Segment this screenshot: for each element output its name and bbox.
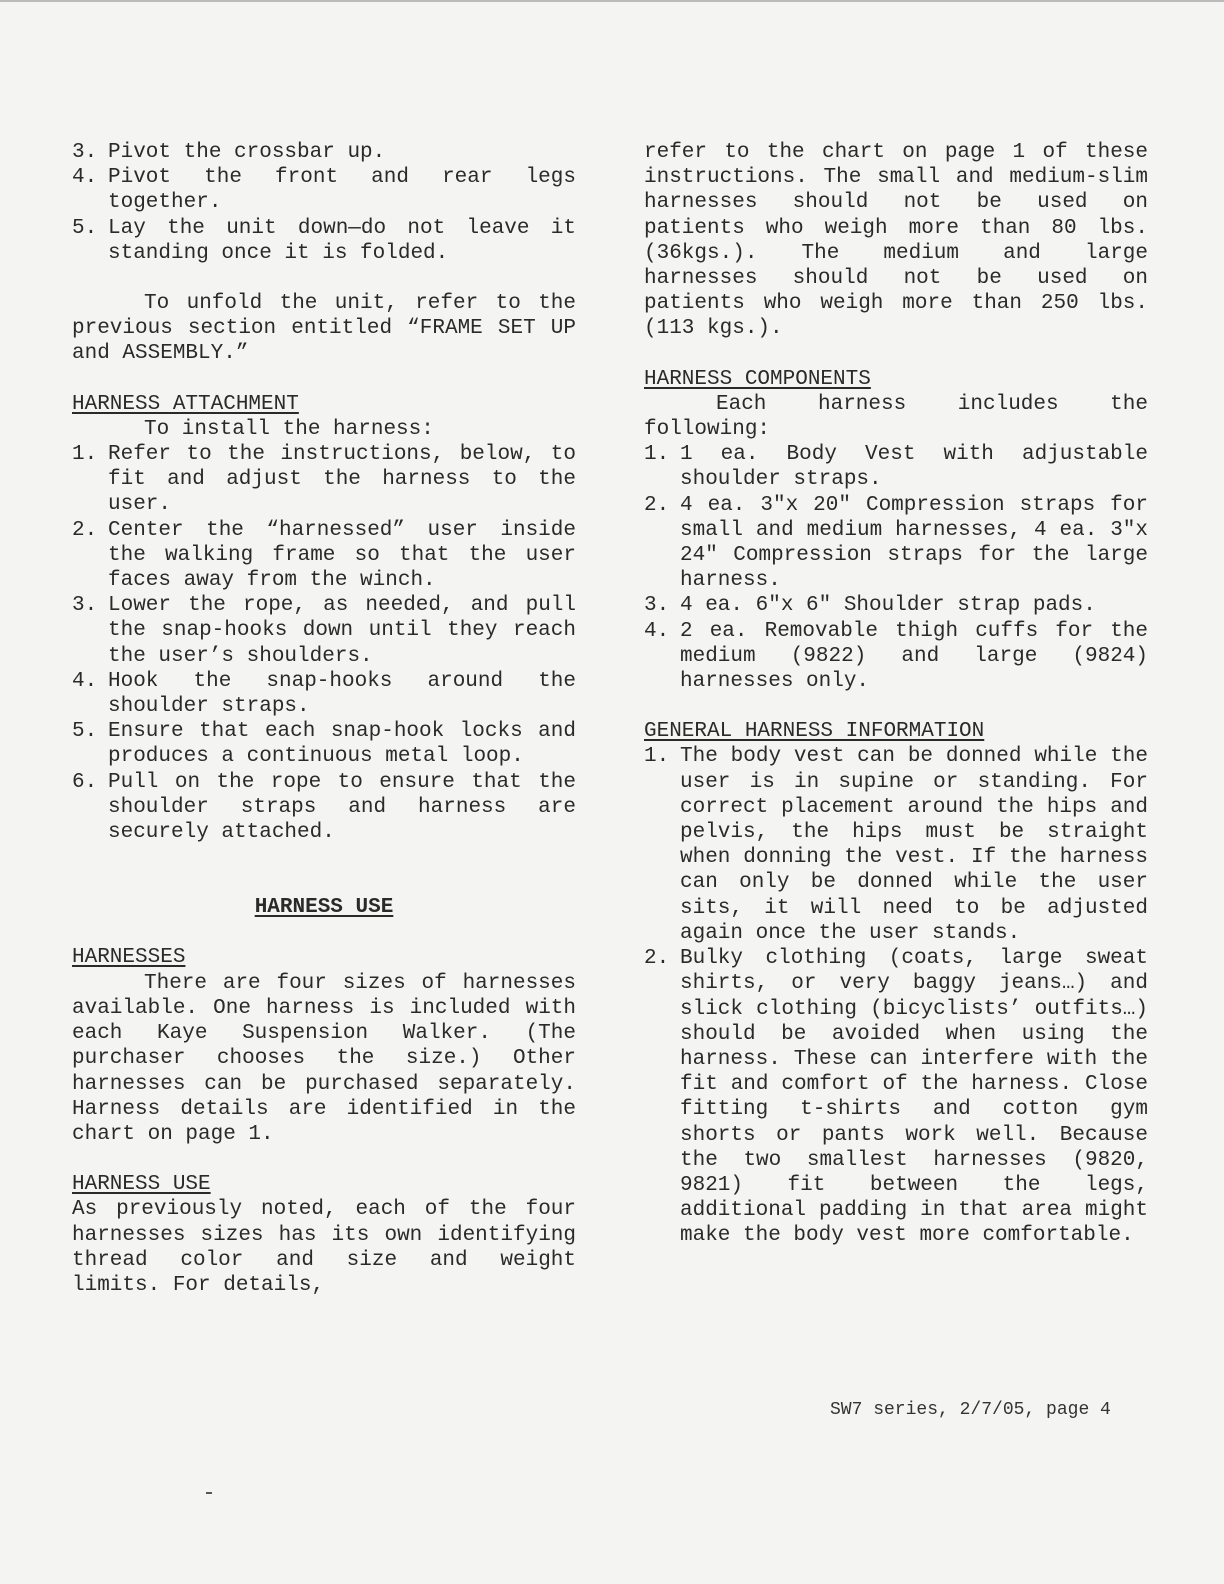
item-number: 4. [72,669,98,693]
page-top-edge [0,0,1224,2]
list-item [644,744,1148,946]
use-heading: HARNESS USE [72,1173,211,1197]
list-item [72,669,576,719]
item-text: Center the “harnessed” user inside the walking frame so that the user faces away from the winch. [108,518,576,593]
item-number: 2. [644,947,670,971]
list-item [72,442,576,518]
list-item [72,518,576,594]
item-number: 1. [644,443,670,467]
item-number: 3. [72,594,98,618]
item-text: The body vest can be donned while the user is in supine or standing. For correct placement around the hips and pelvis, the hips must be straight when donning the vest. If the harness can only be donned while the user sits, it will need to be adjusted again once the user stands. [680,745,1148,945]
item-number: 4. [72,166,98,190]
attachment-steps-list [72,442,576,845]
item-text: Ensure that each snap-hook locks and produces a continuous metal loop. [108,720,576,769]
item-text: Pull on the rope to ensure that the shoulder straps and harness are securely attached. [108,770,576,845]
list-item [72,216,576,266]
list-item [644,946,1148,1248]
components-intro: Each harness includes the following: [644,392,1148,442]
item-text: Pivot the crossbar up. [108,141,386,164]
list-item [644,619,1148,695]
page-footer: SW7 series, 2/7/05, page 4 [830,1400,1111,1420]
list-item [72,140,576,165]
section-heading-harness-use: HARNESS USE [254,896,394,920]
attachment-intro: To install the harness: [144,417,434,441]
components-heading: HARNESS COMPONENTS [644,367,871,391]
item-number: 2. [72,518,98,542]
harnesses-heading: HARNESSES [72,946,186,970]
item-text: Bulky clothing (coats, large sweat shirts, or very baggy jeans…) and slick clothing (bicyclists’ outfits…) should be avoided when using the harness. These can interfere with the fit and comfort of the harness. Close fitting t-shirts and cotton gym shorts or pants work well. Because the two smallest harnesses (9820, 9821) fit between the legs, additional padding in that area might make the body vest more comfortable. [680,947,1148,1248]
item-text: 1 ea. Body Vest with adjustable shoulder straps. [680,443,1148,492]
item-number: 4. [644,619,670,643]
components-list [644,442,1148,694]
fold-steps-list [72,140,576,266]
use-paragraph-continued: refer to the chart on page 1 of these instructions. The small and medium-slim harnesses should not be used on patients who weigh more than 80 lbs. (36kgs.). The medium and large harnesses should not be used on patients who weigh more than 250 lbs. (113 kgs.). [644,141,1148,341]
unfold-paragraph: To unfold the unit, refer to the previous section entitled “FRAME SET UP and ASSEMBLY.” [72,292,576,366]
item-number: 6. [72,770,98,794]
item-number: 3. [72,141,98,164]
item-text: 4 ea. 6″x 6″ Shoulder strap pads. [680,594,1096,618]
item-text: Hook the snap-hooks around the shoulder straps. [108,669,576,719]
item-text: Refer to the instructions, below, to fit and adjust the harness to the user. [108,443,576,517]
general-info-list [644,744,1148,1248]
item-number: 1. [644,745,670,769]
attachment-heading: HARNESS ATTACHMENT [72,392,299,416]
item-text: Pivot the front and rear legs together. [108,166,576,215]
use-paragraph: As previously noted, each of the four harnesses sizes has its own identifying thread color and size and weight limits. For details, [72,1198,576,1297]
left-column [72,140,576,1298]
item-number: 5. [72,216,98,240]
item-text: Lower the rope, as needed, and pull the snap-hooks down until they reach the user’s shoulders. [108,594,576,668]
item-number: 2. [644,493,670,517]
list-item [72,593,576,669]
harnesses-paragraph: There are four sizes of harnesses available. One harness is included with each Kaye Suspension Walker. (The purchaser chooses the size.) Other harnesses can be purchased separately. Harness details are identified in the chart on page 1. [72,971,576,1146]
list-item [72,770,576,846]
list-item [72,165,576,215]
list-item [644,593,1148,618]
item-number: 1. [72,443,98,467]
list-item [644,493,1148,594]
general-heading: GENERAL HARNESS INFORMATION [644,720,985,744]
item-number: 5. [72,720,98,744]
list-item [72,719,576,769]
right-column [644,140,1148,1249]
item-text: 2 ea. Removable thigh cuffs for the medium (9822) and large (9824) harnesses only. [680,619,1148,694]
item-text: 4 ea. 3″x 20″ Compression straps for small and medium harnesses, 4 ea. 3″x 24″ Compression straps for the large harness. [680,493,1148,593]
scan-speck [206,1492,212,1494]
item-number: 3. [644,594,670,618]
item-text: Lay the unit down—do not leave it standing once it is folded. [108,216,576,265]
list-item [644,442,1148,492]
